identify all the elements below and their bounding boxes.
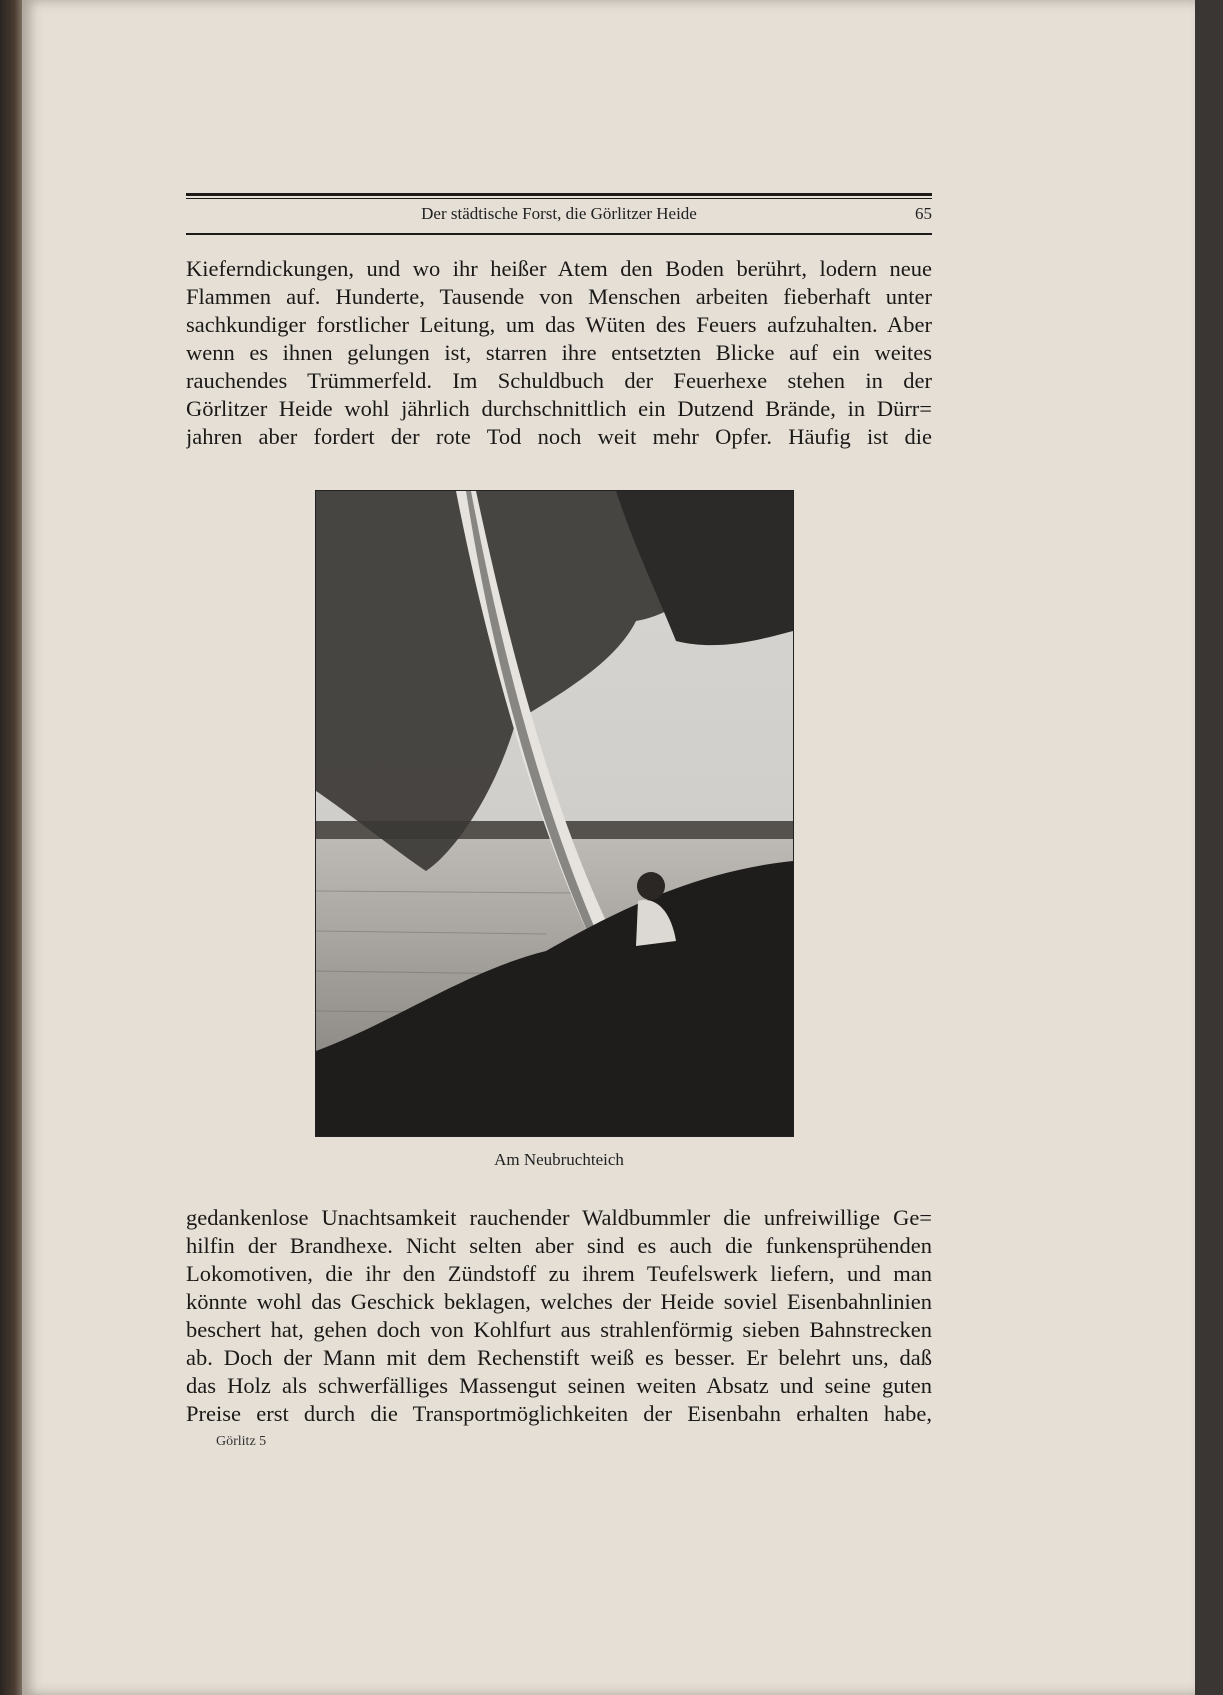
text-line: das Holz als schwerfälliges Massengut seinen weiten Absatz und seine guten [186, 1373, 932, 1398]
text-line: jahren aber fordert der rote Tod noch weit mehr Opfer. Häufig ist die [186, 424, 932, 449]
paragraph-1 [186, 255, 932, 451]
text-line: Flammen auf. Hunderte, Tausende von Menschen arbeiten fieberhaft unter [186, 284, 932, 309]
text-line: hilfin der Brandhexe. Nicht selten aber sind es auch die funkensprühenden [186, 1233, 932, 1258]
text-line: sachkundiger forstlicher Leitung, um das Wüten des Feuers aufzuhalten. Aber [186, 312, 932, 337]
text-line: beschert hat, gehen doch von Kohlfurt aus strahlenförmig sieben Bahnstrecken [186, 1317, 932, 1342]
photo-lake-with-birch [315, 490, 794, 1137]
paragraph-2 [186, 1204, 932, 1428]
running-head-title: Der städtische Forst, die Görlitzer Heide [421, 204, 697, 223]
header-rule-top [186, 193, 932, 196]
text-line: Lokomotiven, die ihr den Zündstoff zu ihrem Teufelswerk liefern, und man [186, 1261, 932, 1286]
text-line: ab. Doch der Mann mit dem Rechenstift weiß es besser. Er belehrt uns, daß [186, 1345, 932, 1370]
seated-woman [637, 872, 665, 900]
running-head [186, 204, 932, 224]
figure-caption: Am Neubruchteich [494, 1150, 624, 1169]
header-rule-bottom [186, 233, 932, 235]
header-rule-top-thin [186, 198, 932, 199]
text-line: rauchendes Trümmerfeld. Im Schuldbuch der Feuerhexe stehen in der [186, 368, 932, 393]
page-number: 65 [915, 204, 932, 223]
text-line: Preise erst durch die Transportmöglichkeiten der Eisenbahn erhalten habe, [186, 1401, 932, 1426]
text-line: Kieferndickungen, und wo ihr heißer Atem den Boden berührt, lodern neue [186, 256, 932, 281]
photo-illustration [316, 491, 793, 1136]
text-line: Görlitzer Heide wohl jährlich durchschnittlich ein Dutzend Brände, in Dürr= [186, 396, 932, 421]
signature-mark: Görlitz 5 [216, 1434, 267, 1449]
text-line: gedankenlose Unachtsamkeit rauchender Waldbummler die unfreiwillige Ge= [186, 1205, 932, 1230]
text-line: wenn es ihnen gelungen ist, starren ihre entsetzten Blicke auf ein weites [186, 340, 932, 365]
book-binding-edge [0, 0, 24, 1695]
text-line: könnte wohl das Geschick beklagen, welches der Heide soviel Eisenbahnlinien [186, 1289, 932, 1314]
